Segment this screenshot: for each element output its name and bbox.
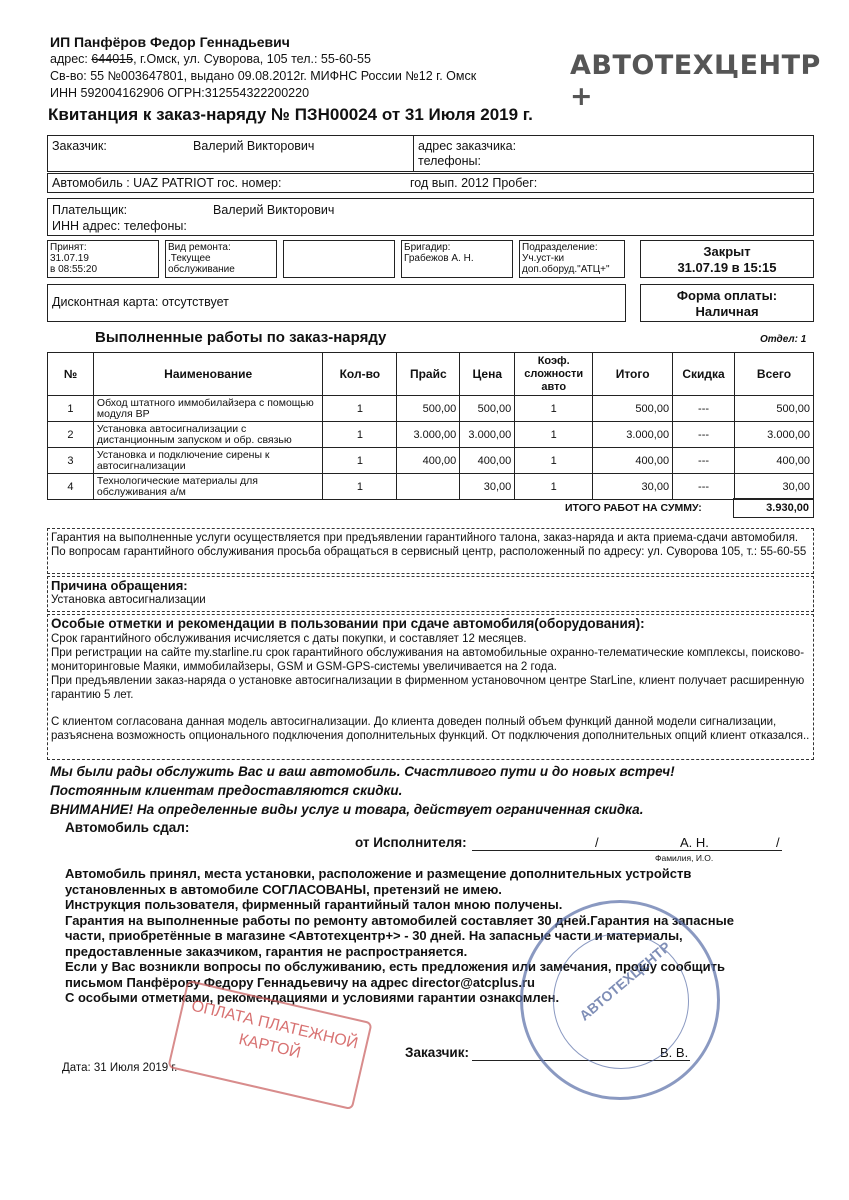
cell: 500,00 [460, 396, 515, 422]
payment-box [640, 284, 814, 322]
accepted-time: в 08:55:20 [50, 264, 98, 275]
total-value: 3.930,00 [733, 498, 814, 518]
company-name: ИП Панфёров Федор Геннадьевич [50, 34, 290, 50]
col-header: Кол-во [323, 353, 397, 396]
payer-label: Плательщик: [52, 203, 128, 217]
reason-value: Установка автосигнализации [51, 594, 206, 606]
cell: 1 [515, 422, 593, 448]
customer-address-label: адрес заказчика: [418, 139, 517, 153]
payer-details: ИНН адрес: телефоны: [52, 219, 187, 233]
works-dept: Отдел: 1 [760, 334, 807, 345]
customer-sign-label: Заказчик: [405, 1045, 469, 1060]
cell: 1 [515, 396, 593, 422]
round-stamp-inner-ring [553, 933, 689, 1069]
cell: --- [673, 422, 735, 448]
discount-box [47, 284, 626, 322]
notes-paragraph: При регистрации на сайте my.starline.ru срок гарантийного обслуживания на автомобильные охранно-телематические комплексы, поисково-мониторинговые Маяки, иммобилайзеры, GSM и GSM-GPS-системы увеличивается на 2 года. [51, 647, 805, 673]
company-header [50, 34, 476, 102]
cell: 1 [515, 448, 593, 474]
reason-label: Причина обращения: [51, 578, 188, 593]
col-header: Наименование [93, 353, 323, 396]
cell: --- [673, 396, 735, 422]
closed-box [640, 240, 814, 278]
table-row [48, 474, 814, 500]
document-date: Дата: 31 Июля 2019 г. [62, 1062, 178, 1074]
division-box [519, 240, 625, 278]
thanks-line: Мы были рады обслужить Вас и ваш автомобиль. Счастливого пути и до новых встреч! [50, 764, 675, 779]
total-label: ИТОГО РАБОТ НА СУММУ: [565, 502, 702, 514]
accepted-label: Принят: [50, 242, 87, 253]
round-stamp-text: АВТОТЕХЦЕНТР [576, 938, 674, 1024]
empty-box [283, 240, 395, 278]
warranty-box: Гарантия на выполненные услуги осуществляется при предъявлении гарантийного талона, заказ-наряда и акта приема-сдачи автомобиля. По вопросам гарантийного обслуживания просьба обращаться в сервисный центр, расположенный по адресу: ул. Суворова 105, т.: 55-60-55 [47, 528, 814, 574]
car-handed-label: Автомобиль сдал: [65, 820, 190, 835]
table-header-row [48, 353, 814, 396]
customer-phones-label: телефоны: [418, 154, 481, 168]
table-row [48, 448, 814, 474]
brigadier-name: Грабежов А. Н. [404, 253, 474, 264]
cell: 4 [48, 474, 94, 500]
divider [413, 136, 414, 171]
cell: Установка автосигнализации с дистанционным запуском и обр. связью [93, 422, 323, 448]
cell: 1 [323, 474, 397, 500]
paid-card-stamp: ОПЛАТА ПЛАТЕЖНОЙ КАРТОЙ [167, 980, 372, 1110]
car-year: год вып. 2012 Пробег: [410, 176, 538, 190]
cell: --- [673, 474, 735, 500]
accepted-date: 31.07.19 [50, 253, 89, 264]
notes-box [47, 614, 814, 760]
company-logo: АВТОТЕХЦЕНТР + [570, 50, 821, 112]
payment-value: Наличная [695, 304, 759, 319]
repair-type-value-2: обслуживание [168, 264, 235, 275]
notes-paragraph: С клиентом согласована данная модель автосигнализации. До клиента доведен полный объем функций данной модели сигнализации, разъяснена возможность опционального подключения дополнительных функций. От подключения дополнительных опций клиент отказался.. [51, 716, 810, 742]
discount-line: Постоянным клиентам предоставляются скидки. [50, 783, 403, 798]
col-header: Коэф. сложности авто [515, 353, 593, 396]
cell [397, 474, 460, 500]
table-row [48, 396, 814, 422]
division-value-2: доп.оборуд."АТЦ+" [522, 264, 610, 275]
cell: 3 [48, 448, 94, 474]
cell: 500,00 [735, 396, 814, 422]
executor-sign-line [472, 850, 782, 851]
reason-box [47, 576, 814, 612]
repair-type-box [165, 240, 277, 278]
cell: --- [673, 448, 735, 474]
cell: 1 [323, 422, 397, 448]
division-label: Подразделение: [522, 242, 598, 253]
notes-paragraph: Срок гарантийного обслуживания исчисляется с даты покупки, и составляет 12 месяцев. [51, 633, 527, 645]
repair-type-value: .Текущее [168, 253, 211, 264]
cell: Обход штатного иммобилайзера с помощью модуля BP [93, 396, 323, 422]
slash: / [595, 835, 599, 850]
repair-type-label: Вид ремонта: [168, 242, 231, 253]
cell: 500,00 [397, 396, 460, 422]
cell: 30,00 [735, 474, 814, 500]
acceptance-line: Инструкция пользователя, фирменный гарантийный талон мною получены. [65, 897, 563, 912]
company-address: адрес: 644015, г.Омск, ул. Суворова, 105 тел.: 55-60-55 [50, 52, 371, 66]
customer-label: Заказчик: [52, 139, 107, 153]
cell: 3.000,00 [735, 422, 814, 448]
cell: 1 [323, 448, 397, 474]
cell: 3.000,00 [593, 422, 673, 448]
slash: / [776, 835, 780, 850]
car-model: Автомобиль : UAZ PATRIOT гос. номер: [52, 176, 282, 190]
cell: 400,00 [593, 448, 673, 474]
closed-label: Закрыт [703, 244, 751, 259]
executor-label: от Исполнителя: [355, 835, 467, 850]
col-header: № [48, 353, 94, 396]
table-row [48, 422, 814, 448]
payer-block [47, 198, 814, 236]
notes-title: Особые отметки и рекомендации в пользовании при сдаче автомобиля(оборудования): [51, 616, 645, 631]
cell: 30,00 [593, 474, 673, 500]
cell: 3.000,00 [397, 422, 460, 448]
customer-sign-name: В. В. [660, 1045, 689, 1060]
thanks-text [50, 762, 675, 819]
closed-value: 31.07.19 в 15:15 [677, 260, 777, 275]
executor-name: А. Н. [680, 835, 709, 850]
col-header: Скидка [673, 353, 735, 396]
cell: 1 [48, 396, 94, 422]
customer-name: Валерий Викторович [193, 139, 315, 153]
company-certificate: Св-во: 55 №003647801, выдано 09.08.2012г. МИФНС России №12 г. Омск [50, 69, 477, 83]
car-block [47, 173, 814, 193]
payment-label: Форма оплаты: [676, 288, 778, 303]
cell: 2 [48, 422, 94, 448]
acceptance-line: Гарантия на выполненные работы по ремонту автомобилей составляет 30 дней.Гарантия на запасные части, приобретённые в магазине <Автотехцентр+> - 30 дней. На запасные части и материалы, предоставленные заказчиком, гарантия не распространяется. [65, 912, 734, 959]
accepted-box [47, 240, 159, 278]
acceptance-line: Если у Вас возникли вопросы по обслуживанию, есть предложения или замечания, прошу сообщить письмом Панфёрову Федору Геннадьевичу на адрес director@atcplus.ru [65, 959, 725, 990]
payer-name: Валерий Викторович [213, 203, 335, 217]
cell: 1 [515, 474, 593, 500]
brigadier-label: Бригадир: [404, 242, 451, 253]
works-title: Выполненные работы по заказ-наряду [95, 329, 387, 346]
customer-block [47, 135, 814, 172]
discount-label: Дисконтная карта: отсутствует [52, 295, 229, 309]
company-round-stamp [520, 900, 720, 1100]
cell: 400,00 [735, 448, 814, 474]
cell: 400,00 [460, 448, 515, 474]
cell: Технологические материалы для обслуживания а/м [93, 474, 323, 500]
col-header: Цена [460, 353, 515, 396]
attention-line: ВНИМАНИЕ! На определенные виды услуг и товара, действует ограниченная скидка. [50, 802, 644, 817]
cell: Установка и подключение сирены к автосигнализации [93, 448, 323, 474]
notes-paragraph: При предъявлении заказ-наряда о установке автосигнализации в фирменном установочном центре StarLine, клиент получает расширенную гарантию 5 лет. [51, 675, 805, 701]
acceptance-line: Автомобиль принял, места установки, расположение и размещение дополнительных устройств установленных в автомобиле СОГЛАСОВАНЫ, претензий не имею. [65, 866, 692, 897]
col-header: Прайс [397, 353, 460, 396]
fio-label: Фамилия, И.О. [655, 853, 714, 863]
col-header: Итого [593, 353, 673, 396]
cell: 500,00 [593, 396, 673, 422]
cell: 3.000,00 [460, 422, 515, 448]
division-value: Уч.уст-ки [522, 253, 565, 264]
company-inn: ИНН 592004162906 ОГРН:312554322200220 [50, 86, 310, 100]
works-table [47, 352, 814, 500]
acceptance-line: С особыми отметками, рекомендациями и условиями гарантии ознакомлен. [65, 990, 560, 1005]
col-header: Всего [735, 353, 814, 396]
cell: 1 [323, 396, 397, 422]
document-title: Квитанция к заказ-наряду № ПЗН00024 от 31 Июля 2019 г. [48, 105, 533, 124]
brigadier-box [401, 240, 513, 278]
cell: 30,00 [460, 474, 515, 500]
cell: 400,00 [397, 448, 460, 474]
